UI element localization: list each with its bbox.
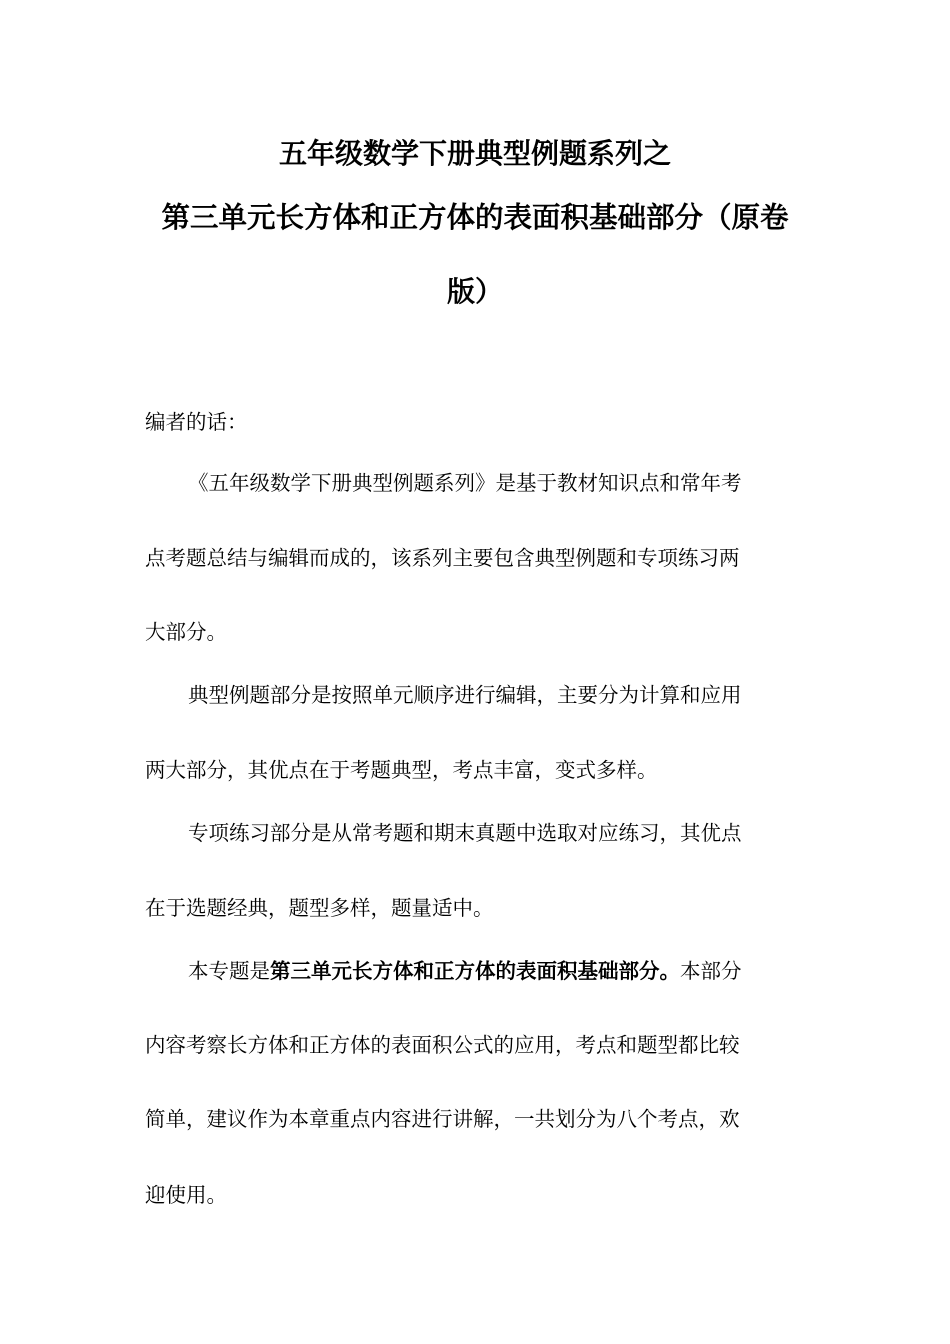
paragraph-4-line-4: 迎使用。 [145, 1183, 227, 1207]
paragraph-4-line-3: 简单，建议作为本章重点内容进行讲解，一共划分为八个考点，欢 [145, 1107, 740, 1131]
paragraph-1-line-3: 大部分。 [145, 620, 227, 644]
paragraph-2-line-2: 两大部分，其优点在于考题典型，考点丰富，变式多样。 [145, 758, 658, 782]
title-line-3: 版） [446, 275, 503, 308]
editor-label: 编者的话： [145, 410, 248, 434]
title-line-1: 五年级数学下册典型例题系列之 [278, 137, 671, 170]
paragraph-4-topic-bold: 第三单元长方体和正方体的表面积基础部分。 [270, 959, 680, 983]
paragraph-3-line-2: 在于选题经典，题型多样，题量适中。 [145, 896, 494, 920]
paragraph-4-line-2: 内容考察长方体和正方体的表面积公式的应用，考点和题型都比较 [145, 1033, 740, 1057]
title-line-2: 第三单元长方体和正方体的表面积基础部分（原卷 [161, 201, 789, 234]
paragraph-2-line-1: 典型例题部分是按照单元顺序进行编辑，主要分为计算和应用 [188, 683, 742, 707]
paragraph-4-prefix: 本专题是 [188, 959, 270, 983]
paragraph-4-suffix: 本部分 [680, 959, 742, 983]
paragraph-1-line-1: 《五年级数学下册典型例题系列》是基于教材知识点和常年考 [188, 471, 742, 495]
paragraph-1-line-2: 点考题总结与编辑而成的，该系列主要包含典型例题和专项练习两 [145, 546, 740, 570]
paragraph-4-line-1 [188, 956, 838, 986]
paragraph-3-line-1: 专项练习部分是从常考题和期末真题中选取对应练习，其优点 [188, 821, 742, 845]
